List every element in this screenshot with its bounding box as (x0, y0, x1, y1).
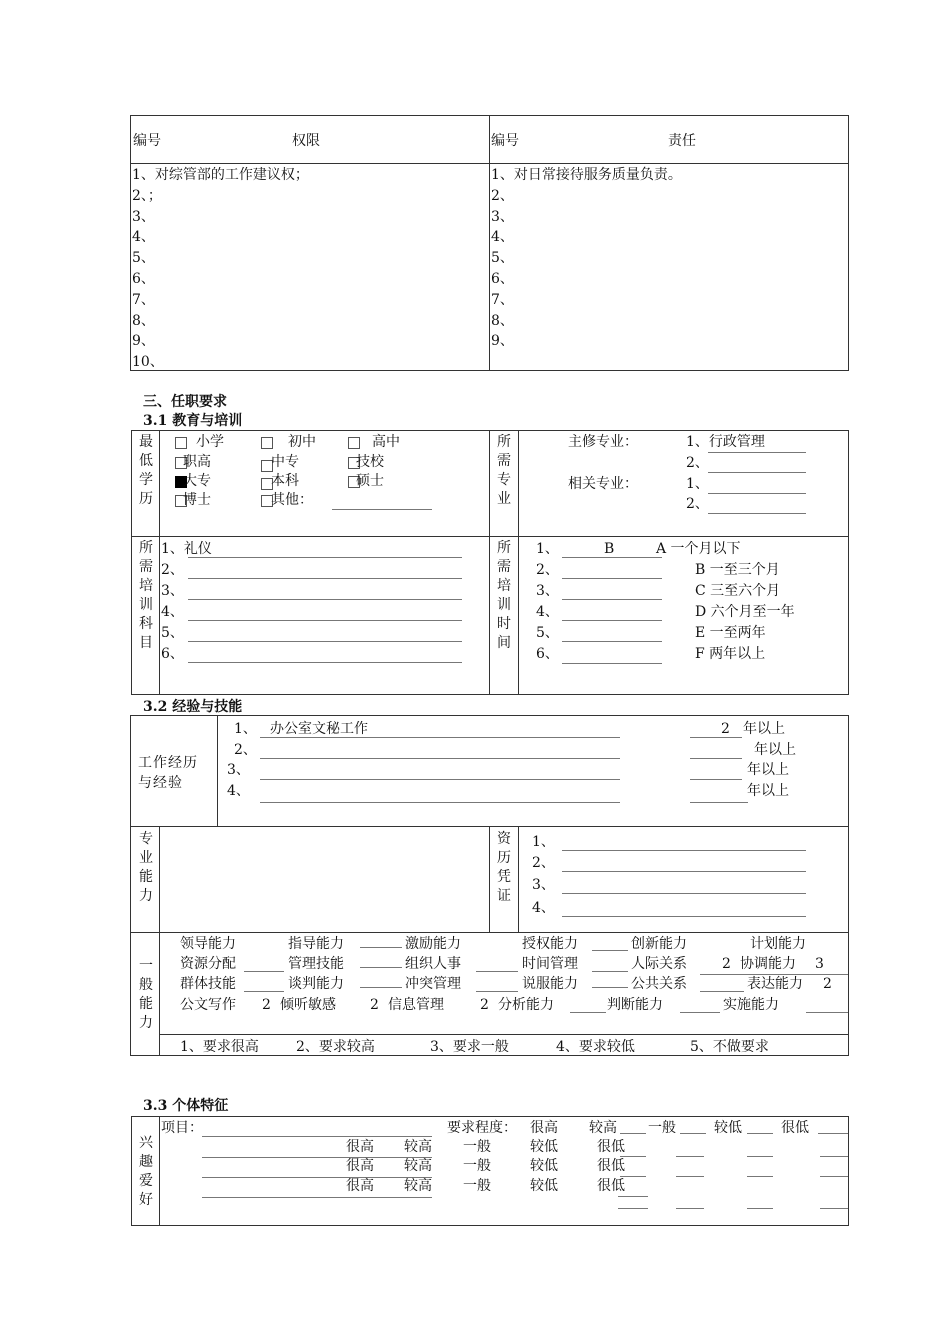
list-item: 1、对综管部的工作建议权； (132, 167, 309, 183)
general-label: 一般能力 (139, 958, 153, 1031)
hobby-input-line[interactable] (202, 1136, 432, 1137)
ability-interpersonal: 人际关系 (631, 956, 687, 972)
ability-leadership: 领导能力 (180, 936, 236, 952)
ability-planning: 计划能力 (750, 936, 806, 952)
row-level: 很高 (346, 1139, 374, 1155)
ability-line[interactable] (476, 971, 518, 972)
table-divider (489, 430, 490, 695)
level-line (820, 1208, 848, 1209)
option-label: 本科 (271, 473, 299, 489)
ability-line[interactable] (360, 967, 402, 968)
table-divider (130, 932, 849, 933)
option-label: 高中 (372, 434, 400, 450)
education-label: 最低学历 (139, 434, 153, 507)
experience-line[interactable] (260, 779, 620, 780)
time-option-f: F 两年以上 (695, 646, 766, 662)
years-value: 2 (721, 721, 730, 737)
ability-level: 3 (815, 956, 824, 972)
ability-line[interactable] (592, 987, 628, 988)
list-item: 7、 (132, 291, 155, 308)
ability-line[interactable] (592, 950, 628, 951)
ability-judgment: 判断能力 (607, 997, 663, 1013)
other-input-line[interactable] (332, 509, 432, 510)
related-major-label: 相关专业： (568, 476, 638, 492)
ability-line[interactable] (244, 991, 284, 992)
experience-line[interactable] (260, 758, 620, 759)
list-item: 4、 (132, 229, 155, 246)
list-item: 8、 (491, 312, 514, 329)
professional-label: 专业能力 (139, 831, 153, 904)
authority-list (132, 165, 309, 373)
list-item: 4、 (491, 229, 514, 246)
time-line[interactable] (562, 578, 662, 579)
level-line (820, 1156, 848, 1157)
ability-delegation: 授权能力 (522, 936, 578, 952)
legend-medium: 3、要求一般 (430, 1039, 509, 1055)
time-option-a: A 一个月以下 (656, 541, 741, 557)
cert-item-3: 3、 (532, 877, 555, 893)
main-major-1-line[interactable] (708, 452, 806, 453)
cert-item-2: 2、 (532, 855, 555, 871)
cert-item-4: 4、 (532, 900, 555, 916)
list-item: 5、 (491, 250, 514, 267)
time-line[interactable] (562, 663, 662, 664)
list-item: 7、 (491, 291, 514, 308)
cert-line[interactable] (562, 850, 806, 851)
ability-line[interactable] (360, 947, 402, 948)
table-divider (159, 430, 160, 695)
ability-line[interactable] (570, 1012, 606, 1013)
row-level: 很低 (597, 1158, 625, 1174)
row-level: 较低 (530, 1139, 558, 1155)
list-item: 1、对日常接待服务质量负责。 (491, 167, 682, 183)
option-label: 大专 (183, 473, 211, 489)
experience-line[interactable] (260, 737, 620, 738)
hobby-input-line[interactable] (202, 1157, 432, 1158)
row-level: 一般 (463, 1139, 491, 1155)
training-subject-1: 1、礼仪 (161, 541, 212, 557)
authority-header: 权限 (292, 133, 320, 149)
related-major-1-line[interactable] (708, 493, 806, 494)
years-suffix: 年以上 (754, 742, 796, 758)
legend-none: 5、不做要求 (690, 1039, 769, 1055)
ability-negotiation: 谈判能力 (288, 976, 344, 992)
row-level: 很低 (597, 1139, 625, 1155)
years-line[interactable] (690, 758, 742, 759)
ability-line[interactable] (680, 1012, 720, 1013)
time-option-b: B 一至三个月 (695, 562, 780, 578)
ability-line[interactable] (360, 987, 402, 988)
ability-management: 管理技能 (288, 956, 344, 972)
legend-high: 2、要求较高 (296, 1039, 375, 1055)
table-divider (489, 115, 490, 371)
ability-line[interactable] (700, 991, 744, 992)
level-line (747, 1133, 773, 1134)
hobby-input-line[interactable] (202, 1197, 432, 1198)
level-line (747, 1176, 773, 1177)
option-label: 初中 (288, 434, 316, 450)
list-item: 6、 (132, 270, 155, 287)
table-divider (131, 536, 849, 537)
ability-information: 信息管理 (388, 997, 444, 1013)
table-divider (159, 1116, 160, 1226)
years-line[interactable] (690, 802, 748, 803)
responsibility-header: 责任 (668, 133, 696, 149)
list-item: 2、 (491, 187, 514, 204)
ability-level: 2 (480, 997, 489, 1013)
subject-line[interactable] (188, 641, 462, 642)
time-row-4: 4、 (536, 604, 559, 620)
ability-line[interactable] (592, 971, 628, 972)
level-line (676, 1156, 704, 1157)
level-medium: 一般 (648, 1120, 676, 1136)
row-level: 较高 (404, 1139, 432, 1155)
list-item: 5、 (132, 250, 155, 267)
level-line (676, 1208, 704, 1209)
option-label: 中专 (271, 454, 299, 470)
ability-time-management: 时间管理 (522, 956, 578, 972)
section-3-2-title: 3.2 经验与技能 (143, 699, 243, 715)
ability-line[interactable] (806, 1012, 848, 1013)
time-row-3: 3、 (536, 583, 559, 599)
time-row-6: 6、 (536, 646, 559, 662)
ability-expression: 表达能力 (747, 976, 803, 992)
option-label: 硕士 (356, 473, 384, 489)
row-level: 很高 (346, 1158, 374, 1174)
row-level: 较低 (530, 1158, 558, 1174)
main-major-2: 2、 (686, 455, 709, 471)
related-major-2: 2、 (686, 496, 709, 512)
responsibility-no-header: 编号 (491, 133, 519, 149)
section-title: 三、任职要求 (143, 394, 227, 410)
list-item: 2、； (132, 187, 162, 204)
experience-item-2: 2、 (234, 742, 257, 758)
checkbox-junior-high[interactable] (261, 437, 273, 449)
row-level: 一般 (463, 1178, 491, 1194)
time-row-1: 1、 (536, 541, 559, 557)
list-item: 9、 (132, 333, 155, 350)
checkbox-primary-school[interactable] (175, 437, 187, 449)
years-line[interactable] (690, 737, 742, 738)
row-level: 较高 (404, 1178, 432, 1194)
row-level: 较高 (404, 1158, 432, 1174)
main-major-2-line[interactable] (708, 472, 806, 473)
ability-analysis: 分析能力 (498, 997, 554, 1013)
cert-item-1: 1、 (532, 834, 555, 850)
ability-listening: 倾听敏感 (280, 997, 336, 1013)
section-3-3-title: 3.3 个体特征 (143, 1098, 229, 1114)
time-row-5: 5、 (536, 625, 559, 641)
level-line (820, 1176, 848, 1177)
subject-line[interactable] (188, 620, 462, 621)
list-item: 10、 (132, 354, 164, 371)
option-label: 小学 (196, 434, 224, 450)
ability-line[interactable] (244, 971, 284, 972)
level-line (680, 1133, 706, 1134)
cert-line[interactable] (562, 916, 806, 917)
experience-item-4: 4、 (227, 783, 250, 799)
training-subjects-label: 所需培训科目 (139, 540, 153, 651)
experience-item-3: 3、 (227, 762, 250, 778)
level-line (618, 1208, 648, 1209)
list-item: 3、 (491, 208, 514, 225)
option-label: 博士 (183, 492, 211, 508)
list-item: 9、 (491, 333, 514, 350)
option-label: 技校 (356, 454, 384, 470)
training-subject-5: 5、 (161, 625, 184, 641)
responsibility-list (491, 165, 682, 352)
main-major-label: 主修专业： (568, 434, 638, 450)
level-line (676, 1176, 704, 1177)
level-low: 较低 (714, 1120, 742, 1136)
level-high: 较高 (589, 1120, 617, 1136)
table-divider (217, 715, 218, 826)
ability-coordination: 协调能力 (740, 956, 796, 972)
ability-persuasion: 说服能力 (522, 976, 578, 992)
row-level: 很低 (597, 1178, 625, 1194)
hobby-label: 兴趣爱好 (139, 1135, 153, 1208)
ability-document-writing: 公文写作 (180, 997, 236, 1013)
level-very-low: 很低 (781, 1120, 809, 1136)
legend-very-high: 1、要求很高 (180, 1039, 259, 1055)
list-item: 6、 (491, 270, 514, 287)
time-row-1-value: B (604, 541, 615, 557)
ability-group: 群体技能 (180, 976, 236, 992)
subject-line[interactable] (188, 557, 462, 558)
authority-no-header: 编号 (133, 133, 161, 149)
row-level: 一般 (463, 1158, 491, 1174)
ability-innovation: 创新能力 (631, 936, 687, 952)
ability-level: 2 (370, 997, 379, 1013)
experience-item-1-text: 办公室文秘工作 (270, 721, 368, 737)
ability-level: 2 (262, 997, 271, 1013)
experience-item-1: 1、 (234, 721, 257, 737)
ability-level: 2 (823, 976, 832, 992)
cert-label: 资历凭证 (497, 831, 511, 904)
checkbox-high-school[interactable] (348, 437, 360, 449)
option-label: 职高 (183, 454, 211, 470)
level-line (747, 1208, 773, 1209)
ability-line[interactable] (476, 991, 518, 992)
ability-level: 2 (722, 956, 731, 972)
level-line (618, 1196, 648, 1197)
training-subject-2: 2、 (161, 562, 184, 578)
requirement-level-label: 要求程度： (447, 1120, 517, 1136)
level-line (747, 1156, 773, 1157)
row-level: 很高 (346, 1178, 374, 1194)
level-very-high: 很高 (530, 1120, 558, 1136)
time-option-c: C 三至六个月 (695, 583, 781, 599)
ability-personnel: 组织人事 (405, 956, 461, 972)
training-subject-4: 4、 (161, 604, 184, 620)
time-row-2: 2、 (536, 562, 559, 578)
cert-line[interactable] (562, 871, 806, 872)
time-line[interactable] (562, 641, 662, 642)
legend-low: 4、要求较低 (556, 1039, 635, 1055)
years-suffix: 年以上 (747, 762, 789, 778)
experience-line[interactable] (260, 802, 620, 803)
hobby-input-line[interactable] (202, 1177, 432, 1178)
years-suffix: 年以上 (743, 721, 785, 737)
cert-line[interactable] (562, 893, 806, 894)
table-divider (159, 826, 160, 1056)
table-divider (489, 826, 490, 932)
time-line[interactable] (562, 557, 662, 558)
training-time-label: 所需培训时间 (497, 540, 511, 651)
major-label: 所需专业 (497, 434, 511, 507)
section-3-1-title: 3.1 教育与培训 (143, 413, 243, 429)
subject-line[interactable] (188, 599, 462, 600)
years-line[interactable] (690, 779, 742, 780)
list-item: 8、 (132, 312, 155, 329)
table-divider (159, 1034, 849, 1035)
subject-line[interactable] (188, 662, 462, 663)
main-major-1: 1、行政管理 (686, 434, 765, 450)
experience-label: 工作经历与经验 (138, 755, 198, 791)
table-divider (518, 826, 519, 932)
row-level: 较低 (530, 1178, 558, 1194)
item-label: 项目： (161, 1120, 203, 1136)
time-line[interactable] (562, 599, 662, 600)
option-label: 其他： (271, 492, 313, 508)
ability-conflict: 冲突管理 (405, 976, 461, 992)
time-line[interactable] (562, 620, 662, 621)
training-subject-6: 6、 (161, 646, 184, 662)
level-line (620, 1133, 646, 1134)
table-divider (518, 430, 519, 695)
list-item: 3、 (132, 208, 155, 225)
related-major-2-line[interactable] (708, 513, 806, 514)
ability-guidance: 指导能力 (288, 936, 344, 952)
ability-implementation: 实施能力 (723, 997, 779, 1013)
years-suffix: 年以上 (747, 783, 789, 799)
related-major-1: 1、 (686, 476, 709, 492)
ability-public-relations: 公共关系 (631, 976, 687, 992)
ability-resource-allocation: 资源分配 (180, 956, 236, 972)
time-option-d: D 六个月至一年 (695, 604, 795, 620)
training-subject-3: 3、 (161, 583, 184, 599)
time-option-e: E 一至两年 (695, 625, 766, 641)
level-line (818, 1133, 848, 1134)
subject-line[interactable] (188, 578, 462, 579)
ability-motivation: 激励能力 (405, 936, 461, 952)
